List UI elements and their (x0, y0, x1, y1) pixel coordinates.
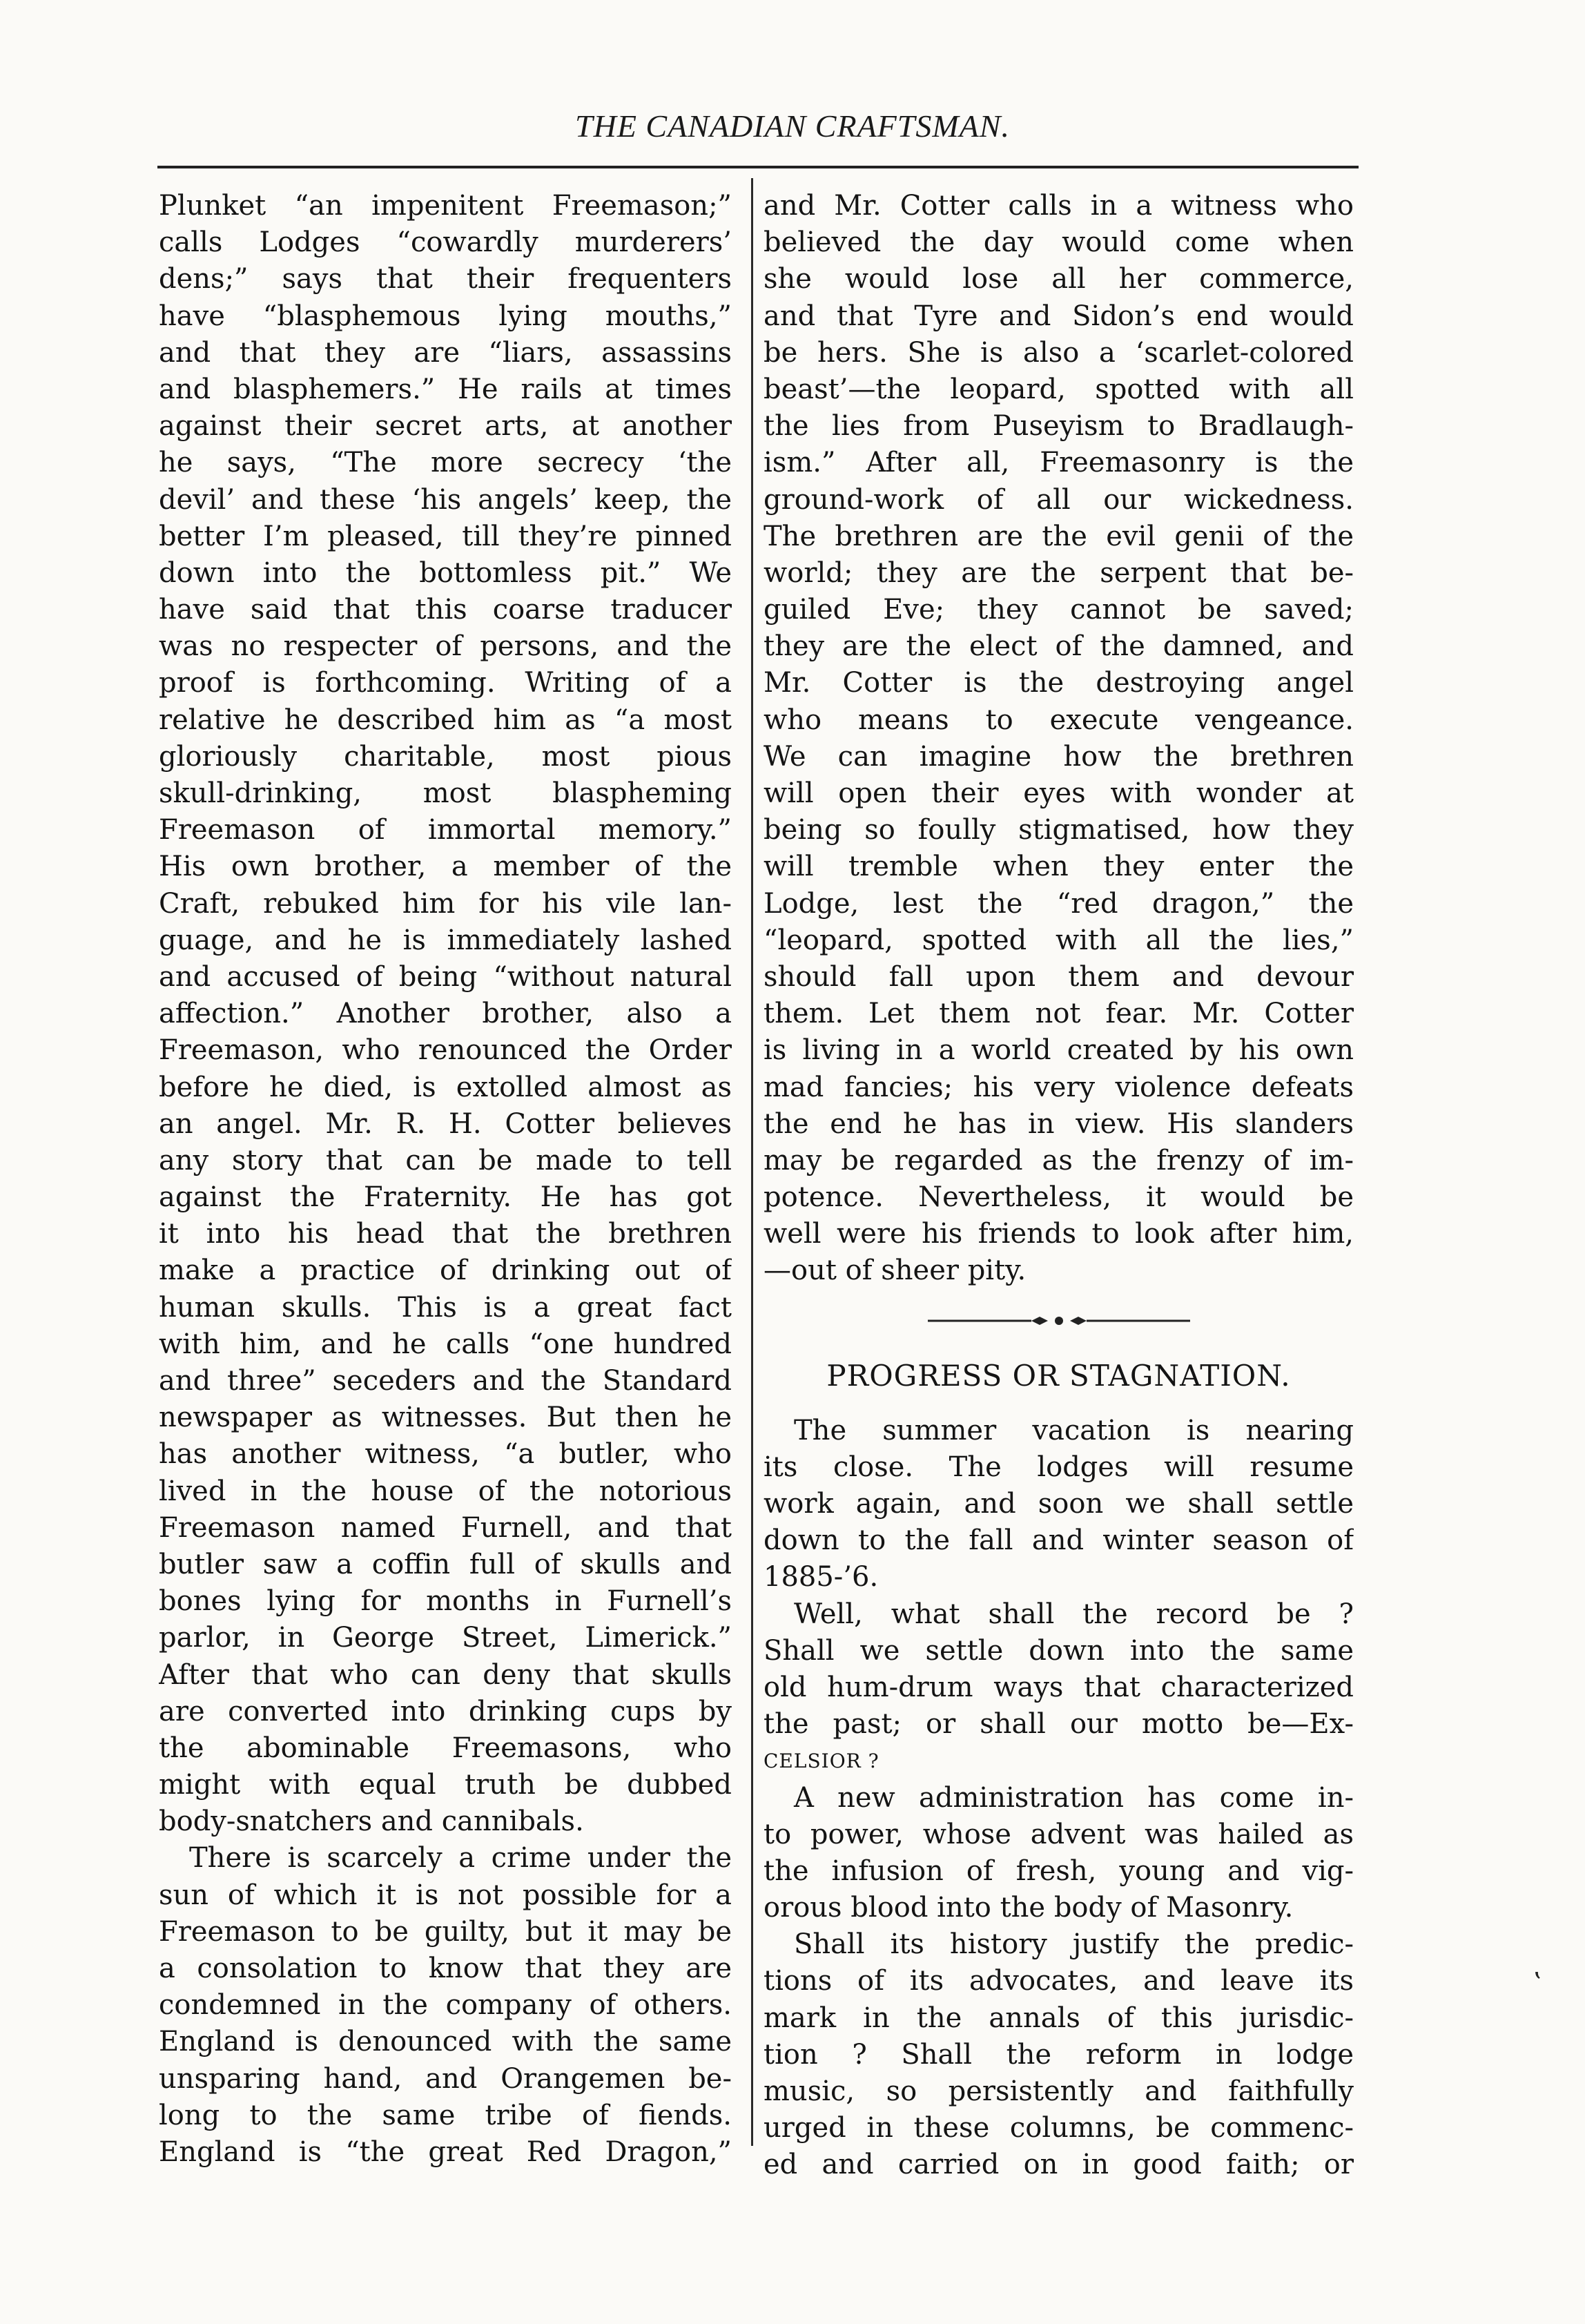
text-line: them. Let them not fear. Mr. Cotter (764, 998, 1354, 1030)
text-line: and three” seceders and the Standard (159, 1365, 732, 1397)
text-line: —out of sheer pity. (764, 1255, 1027, 1287)
text-line: a consolation to know that they are (159, 1953, 732, 1984)
text-line: CELSIOR ? (764, 1750, 879, 1773)
text-line: Freemason named Furnell, and that (159, 1511, 732, 1544)
text-line: and that they are “liars, assassins (159, 336, 732, 369)
text-line: an angel. Mr. R. H. Cotter believes (159, 1107, 732, 1140)
text-line: against the Fraternity. He has got (159, 1181, 732, 1214)
text-line: skull-drinking, most blaspheming (159, 777, 732, 809)
text-line: the lies from Puseyism to Bradlaugh- (764, 410, 1354, 443)
text-line: 1885-’6. (764, 1561, 879, 1594)
text-line: are converted into drinking cups by (159, 1695, 732, 1727)
left-column (159, 188, 732, 2171)
text-line: unsparing hand, and Orangemen be- (159, 2062, 732, 2095)
text-line: make a practice of drinking out of (159, 1255, 732, 1287)
text-line: After that who can deny that skulls (159, 1658, 732, 1691)
text-line: ground-work of all our wickedness. (764, 483, 1354, 516)
text-line: butler saw a coffin full of skulls and (159, 1548, 732, 1580)
text-line: human skulls. This is a great fact (159, 1291, 732, 1324)
text-line: We can imagine how the brethren (764, 740, 1354, 773)
text-line: being so foully stigmatised, how they (764, 814, 1354, 846)
text-line: Craft, rebuked him for his vile lan- (159, 887, 732, 920)
text-line: gloriously charitable, most pious (159, 740, 732, 773)
text-line: proof is forthcoming. Writing of a (159, 667, 732, 699)
text-line: Lodge, lest the “red dragon,” the (764, 887, 1354, 920)
text-line: has another witness, “a butler, who (159, 1438, 732, 1471)
margin-mark: ʽ (1533, 1968, 1542, 1999)
text-line: The brethren are the evil genii of the (764, 520, 1354, 552)
text-line: might with equal truth be dubbed (159, 1769, 732, 1801)
text-line: down to the fall and winter season of (764, 1524, 1354, 1557)
text-line: ed and carried on in good faith; or (764, 2149, 1354, 2181)
text-line: before he died, is extolled almost as (159, 1071, 732, 1103)
text-line: world; they are the serpent that be- (764, 556, 1354, 589)
text-line: body-snatchers and cannibals. (159, 1805, 584, 1838)
text-line: mad fancies; his very violence defeats (764, 1071, 1354, 1103)
text-line: and blasphemers.” He rails at times (159, 373, 732, 405)
text-line: Freemason to be guilty, but it may be (159, 1915, 732, 1948)
text-line: condemned in the company of others. (159, 1989, 732, 2022)
text-line: Shall its history justify the predic- (794, 1928, 1354, 1961)
column-divider (751, 178, 753, 2146)
text-line: Shall we settle down into the same (764, 1634, 1354, 1667)
text-line: Well, what shall the record be ? (794, 1598, 1354, 1630)
text-line: will open their eyes with wonder at (764, 777, 1354, 809)
text-line: to power, whose advent was hailed as (764, 1818, 1354, 1850)
text-line: with him, and he calls “one hundred (159, 1328, 732, 1360)
text-line: it into his head that the brethren (159, 1218, 732, 1250)
text-line: Mr. Cotter is the destroying angel (764, 667, 1354, 699)
text-line: affection.” Another brother, also a (159, 998, 732, 1030)
text-line: its close. The lodges will resume (764, 1451, 1354, 1483)
text-line: England is “the great Red Dragon,” (159, 2136, 732, 2168)
text-line: will tremble when they enter the (764, 851, 1354, 883)
text-line: believed the day would come when (764, 226, 1354, 259)
text-line: bones lying for months in Furnell’s (159, 1585, 732, 1618)
text-line: well were his friends to look after him, (764, 1218, 1354, 1250)
text-line: he says, “The more secrecy ‘the (159, 447, 732, 479)
ornament-rule-icon (928, 1314, 1190, 1328)
text-line: better I’m pleased, till they’re pinned (159, 520, 732, 552)
text-line: ism.” After all, Freemasonry is the (764, 447, 1354, 479)
text-line: “leopard, spotted with all the lies,” (764, 924, 1354, 956)
right-column (764, 188, 1354, 2184)
right-column-new-article (764, 1413, 1354, 2184)
right-column-article-continuation (764, 188, 1354, 1290)
text-line: potence. Nevertheless, it would be (764, 1181, 1354, 1214)
text-line: His own brother, a member of the (159, 851, 732, 883)
text-line: long to the same tribe of fiends. (159, 2099, 732, 2131)
text-line: the past; or shall our motto be—Ex- (764, 1708, 1354, 1741)
section-ornament (764, 1290, 1354, 1352)
text-line: against their secret arts, at another (159, 410, 732, 443)
text-line: Freemason, who renounced the Order (159, 1034, 732, 1067)
text-line: is living in a world created by his own (764, 1034, 1354, 1067)
text-line: parlor, in George Street, Limerick.” (159, 1622, 732, 1654)
text-line: Freemason of immortal memory.” (159, 814, 732, 846)
text-line: There is scarcely a crime under the (189, 1842, 732, 1875)
text-line: orous blood into the body of Masonry. (764, 1892, 1294, 1924)
text-line: and that Tyre and Sidon’s end would (764, 300, 1354, 332)
text-line: lived in the house of the notorious (159, 1475, 732, 1507)
text-line: the abominable Freemasons, who (159, 1732, 732, 1764)
text-line: tion ? Shall the reform in lodge (764, 2038, 1354, 2071)
text-line: was no respecter of persons, and the (159, 630, 732, 663)
text-line: they are the elect of the damned, and (764, 630, 1354, 663)
text-line: work again, and soon we shall settle (764, 1488, 1354, 1520)
text-line: and Mr. Cotter calls in a witness who (764, 190, 1354, 222)
text-line: old hum-drum ways that characterized (764, 1671, 1354, 1703)
text-line: music, so persistently and faithfully (764, 2075, 1354, 2107)
section-title: PROGRESS OR STAGNATION. (826, 1358, 1291, 1393)
text-line: newspaper as witnesses. But then he (159, 1402, 732, 1434)
running-head: THE CANADIAN CRAFTSMAN. (575, 108, 1010, 144)
text-line: have said that this coarse traducer (159, 594, 732, 626)
text-line: may be regarded as the frenzy of im- (764, 1144, 1354, 1176)
text-line: sun of which it is not possible for a (159, 1879, 732, 1911)
text-line: be hers. She is also a ‘scarlet-colored (764, 336, 1354, 369)
text-line: should fall upon them and devour (764, 960, 1354, 993)
text-line: who means to execute vengeance. (764, 704, 1354, 736)
text-line: the infusion of fresh, young and vig- (764, 1855, 1354, 1887)
text-line: tions of its advocates, and leave its (764, 1965, 1354, 1997)
text-line: she would lose all her commerce, (764, 263, 1354, 296)
text-line: calls Lodges “cowardly murderers’ (159, 226, 732, 259)
text-line: guiled Eve; they cannot be saved; (764, 594, 1354, 626)
text-line: the end he has in view. His slanders (764, 1107, 1354, 1140)
text-line: England is denounced with the same (159, 2026, 732, 2058)
text-line: mark in the annals of this jurisdic- (764, 2002, 1354, 2034)
text-line: dens;” says that their frequenters (159, 263, 732, 296)
text-line: any story that can be made to tell (159, 1144, 732, 1176)
text-line: beast’—the leopard, spotted with all (764, 373, 1354, 405)
text-line: The summer vacation is nearing (794, 1414, 1354, 1446)
text-line: have “blasphemous lying mouths,” (159, 300, 732, 332)
text-line: and accused of being “without natural (159, 960, 732, 993)
text-line: Plunket “an impenitent Freemason;” (159, 190, 732, 222)
text-line: devil’ and these ‘his angels’ keep, the (159, 483, 732, 516)
text-line: urged in these columns, be commenc- (764, 2112, 1354, 2144)
text-line: relative he described him as “a most (159, 704, 732, 736)
text-line: down into the bottomless pit.” We (159, 556, 732, 589)
text-line: guage, and he is immediately lashed (159, 924, 732, 956)
text-line: A new administration has come in- (794, 1781, 1354, 1814)
header-rule (157, 166, 1359, 168)
